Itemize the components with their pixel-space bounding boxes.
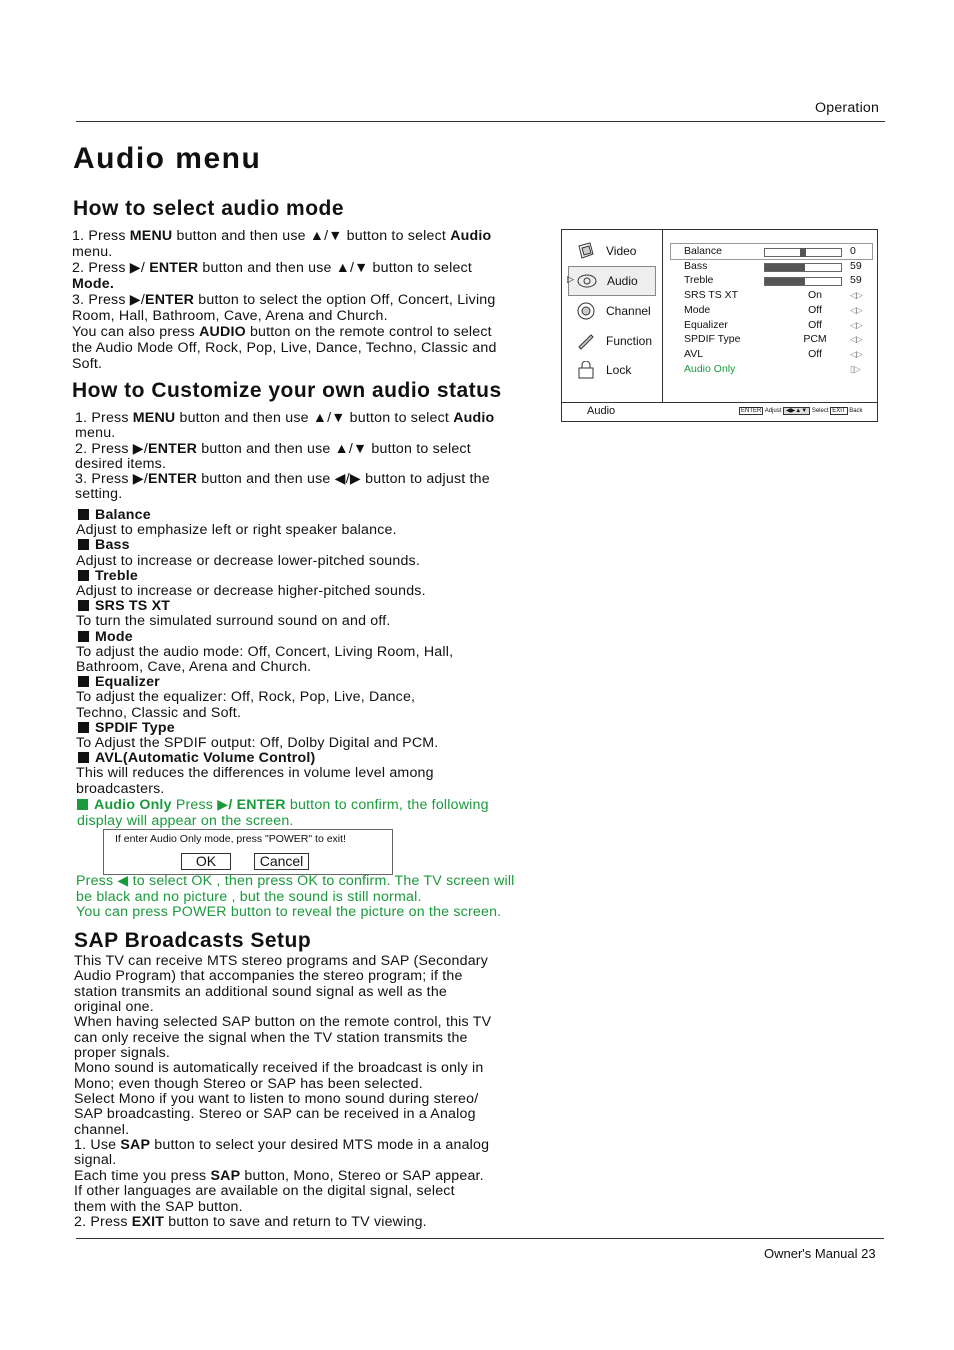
osd-row-value: 0	[850, 245, 856, 257]
item-title: AVL(Automatic Volume Control)	[76, 751, 546, 766]
bullet-square	[77, 799, 88, 810]
text-line: 2. Press ▶/ ENTER button and then use ▲/▼ button to select	[72, 260, 472, 276]
item-description: broadcasters.	[76, 780, 165, 797]
audio-only-section	[77, 798, 547, 829]
item-title: SRS TS XT	[76, 599, 546, 614]
osd-menu-lock[interactable]	[568, 356, 654, 384]
bullet-square	[78, 722, 89, 733]
lock-icon	[576, 361, 596, 379]
dialog-message: If enter Audio Only mode, press "POWER" to exit!	[115, 833, 346, 845]
text-line: You can also press AUDIO button on the remote control to select	[72, 324, 492, 340]
text-line: 2. Press EXIT button to save and return to TV viewing.	[74, 1213, 427, 1230]
text-line: desired items.	[75, 455, 167, 472]
item-description: Adjust to increase or decrease lower-pitched sounds.	[76, 552, 420, 569]
cancel-button[interactable]: Cancel	[254, 853, 309, 870]
item-description: To Adjust the SPDIF output: Off, Dolby Digital and PCM.	[76, 735, 439, 752]
text-line: Room, Hall, Bathroom, Cave, Arena and Church.	[72, 308, 388, 324]
osd-row[interactable]	[672, 348, 872, 362]
left-right-arrow-icon: ◁▷	[850, 348, 862, 359]
text-line: Soft.	[72, 356, 103, 372]
osd-menu-label: Audio	[607, 274, 638, 288]
osd-row[interactable]	[672, 304, 872, 318]
item-description: Techno, Classic and Soft.	[76, 704, 242, 721]
text-line: the Audio Mode Off, Rock, Pop, Live, Dance, Techno, Classic and	[72, 340, 497, 356]
audio-only-title: Audio Only	[94, 797, 172, 813]
osd-row[interactable]	[672, 260, 872, 274]
selected-arrow-icon: ▷	[567, 274, 574, 284]
item-title: Equalizer	[76, 675, 546, 690]
osd-row-name: AVL	[684, 347, 704, 360]
text-line: setting.	[75, 486, 123, 503]
text-line: channel.	[74, 1121, 130, 1138]
osd-row-name: Audio Only	[684, 362, 736, 375]
text-line: 1. Press MENU button and then use ▲/▼ button to select Audio	[75, 410, 495, 426]
osd-row[interactable]	[672, 274, 872, 288]
text-line: SAP broadcasting. Stereo or SAP can be received in a Analog	[74, 1106, 476, 1123]
osd-row-value: PCM	[803, 333, 827, 346]
item-description: To adjust the audio mode: Off, Concert, Living Room, Hall,	[76, 643, 454, 660]
bullet-square	[78, 676, 89, 687]
left-right-arrow-icon: ◁▷	[850, 290, 862, 301]
customize-heading: How to Customize your own audio status	[72, 379, 502, 402]
item-title: Mode	[76, 630, 546, 645]
osd-divider	[662, 230, 663, 402]
osd-row-name: Bass	[684, 259, 708, 272]
audio-icon	[577, 272, 597, 290]
item-title: Treble	[76, 569, 546, 584]
text-line: menu.	[72, 244, 113, 260]
osd-row[interactable]	[672, 363, 872, 377]
osd-row-bar[interactable]	[764, 263, 842, 272]
video-icon	[576, 242, 596, 260]
item-description: This will reduces the differences in volume level among	[76, 765, 434, 782]
footer-rule	[76, 1238, 884, 1239]
item-description: Bathroom, Cave, Arena and Church.	[76, 659, 312, 676]
text-line: Press ◀ to select OK , then press OK to confirm. The TV screen will	[76, 873, 515, 889]
text-line: proper signals.	[74, 1045, 171, 1062]
osd-menu-label: Function	[606, 334, 653, 348]
select-mode-text	[72, 228, 542, 372]
osd-menu-label: Channel	[606, 304, 651, 318]
text-line: 1. Use SAP button to select your desired MTS mode in a analog	[74, 1137, 490, 1154]
bullet-square	[78, 570, 89, 581]
bullet-square	[78, 509, 89, 520]
osd-row[interactable]	[672, 289, 872, 303]
osd-row-value: On	[807, 289, 822, 302]
osd-row-name: SPDIF Type	[684, 333, 741, 346]
osd-row-name: Mode	[684, 303, 711, 316]
enter-key: ENTER	[741, 408, 762, 414]
text-line: When having selected SAP button on the remote control, this TV	[74, 1014, 492, 1031]
bar-fill	[765, 264, 805, 271]
text-line: original one.	[74, 999, 154, 1016]
bullet-square	[78, 631, 89, 642]
osd-menu-label: Lock	[606, 363, 632, 377]
osd-row-value: Off	[808, 318, 822, 331]
item-description: Adjust to increase or decrease higher-pitched sounds.	[76, 583, 426, 600]
osd-audio-menu	[561, 229, 878, 422]
exit-key: EXIT	[832, 408, 846, 414]
item-title: SPDIF Type	[76, 721, 546, 736]
osd-row-value: 59	[850, 259, 862, 272]
osd-menu-video[interactable]	[568, 237, 654, 265]
text-line: Select Mono if you want to listen to mono sound during stereo/	[74, 1091, 479, 1108]
osd-row-name: Treble	[684, 274, 714, 287]
bullet-square	[78, 600, 89, 611]
osd-row-name: Equalizer	[684, 318, 728, 331]
audio-items-list	[76, 508, 546, 797]
osd-menu-label: Video	[606, 244, 637, 258]
audio-only-dialog	[103, 829, 393, 875]
back-hint: Back	[849, 408, 863, 414]
osd-row[interactable]	[672, 245, 872, 259]
item-title: Balance	[76, 508, 546, 523]
text-line: Audio Program) that accompanies the stereo program; if the	[74, 968, 463, 985]
osd-row-value: 59	[850, 274, 862, 287]
left-right-arrow-icon: ◁▷	[850, 304, 862, 315]
osd-footer-divider	[562, 402, 877, 403]
text-line: 3. Press ▶/ENTER button and then use ◀/▶ button to adjust the	[75, 471, 490, 488]
osd-menu-channel[interactable]	[568, 297, 654, 325]
arrows-key: ◀▶▲▼	[783, 407, 810, 415]
header-rule	[76, 121, 885, 122]
bullet-square	[78, 752, 89, 763]
customize-text	[75, 411, 545, 503]
osd-row-bar[interactable]	[764, 277, 842, 286]
audio-only-enter: / ENTER	[228, 797, 286, 813]
item-description: To adjust the equalizer: Off, Rock, Pop, Live, Dance,	[76, 689, 416, 706]
item-title: Bass	[76, 538, 546, 553]
left-right-arrow-icon: ◁▷	[850, 334, 862, 345]
audio-only-text-a: Press ▶	[171, 797, 229, 813]
osd-row[interactable]	[672, 333, 872, 347]
osd-row-name: SRS TS XT	[684, 289, 739, 302]
osd-menu-audio[interactable]	[568, 266, 656, 296]
text-line: You can press POWER button to reveal the picture on the screen.	[76, 904, 502, 920]
channel-icon	[576, 302, 596, 320]
text-line: Each time you press SAP button, Mono, Stereo or SAP appear.	[74, 1167, 484, 1184]
osd-row-value: Off	[808, 303, 822, 316]
section-label: Operation	[815, 100, 880, 116]
left-right-arrow-icon: ◁▷	[850, 319, 862, 330]
text-line: station transmits an additional sound signal as well as the	[74, 983, 447, 1000]
osd-row[interactable]	[672, 319, 872, 333]
text-line: 1. Press MENU button and then use ▲/▼ button to select Audio	[72, 228, 492, 244]
bullet-square	[78, 539, 89, 550]
text-line: 2. Press ▶/ENTER button and then use ▲/▼ button to select	[75, 440, 471, 457]
item-description: To turn the simulated surround sound on and off.	[76, 613, 391, 630]
osd-row-name: Balance	[684, 245, 722, 257]
bar-fill	[765, 278, 805, 285]
osd-row-value: Off	[808, 347, 822, 360]
page-footer: Owner's Manual 23	[764, 1246, 876, 1261]
text-line: menu.	[75, 425, 116, 442]
page-title: Audio menu	[73, 142, 262, 175]
osd-footer-title: Audio	[587, 405, 616, 417]
text-line: This TV can receive MTS stereo programs and SAP (Secondary	[74, 953, 489, 969]
text-line: Mono sound is automatically received if the broadcast is only in	[74, 1060, 484, 1077]
text-line: signal.	[74, 1152, 117, 1169]
select-hint: Select	[811, 408, 829, 414]
text-line: Mode.	[72, 276, 114, 292]
balance-marker	[800, 248, 806, 257]
text-line: them with the SAP button.	[74, 1198, 243, 1215]
left-right-arrow-icon: ▯▷	[850, 363, 860, 374]
item-description: Adjust to emphasize left or right speaker balance.	[76, 522, 397, 539]
osd-row-bar[interactable]	[764, 248, 842, 257]
audio-only-text-c: button to confirm, the following	[285, 797, 489, 813]
text-line: can only receive the signal when the TV station transmits the	[74, 1029, 468, 1046]
osd-menu-function[interactable]	[568, 327, 654, 355]
audio-only-line2: display will appear on the screen.	[77, 812, 294, 829]
function-icon	[576, 332, 596, 350]
osd-sidebar	[568, 235, 654, 403]
text-line: be black and no picture , but the sound is still normal.	[76, 888, 422, 905]
text-line: 3. Press ▶/ENTER button to select the option Off, Concert, Living	[72, 292, 496, 308]
osd-footer-hint	[739, 407, 863, 414]
sap-heading: SAP Broadcasts Setup	[74, 929, 312, 952]
adjust-hint: Adjust	[764, 408, 782, 414]
audio-only-after-text	[76, 874, 556, 921]
text-line: If other languages are available on the digital signal, select	[74, 1183, 455, 1200]
select-mode-heading: How to select audio mode	[73, 197, 345, 220]
sap-text	[74, 954, 544, 1230]
ok-button[interactable]: OK	[181, 853, 231, 870]
text-line: Mono; even though Stereo or SAP has been selected.	[74, 1075, 423, 1092]
